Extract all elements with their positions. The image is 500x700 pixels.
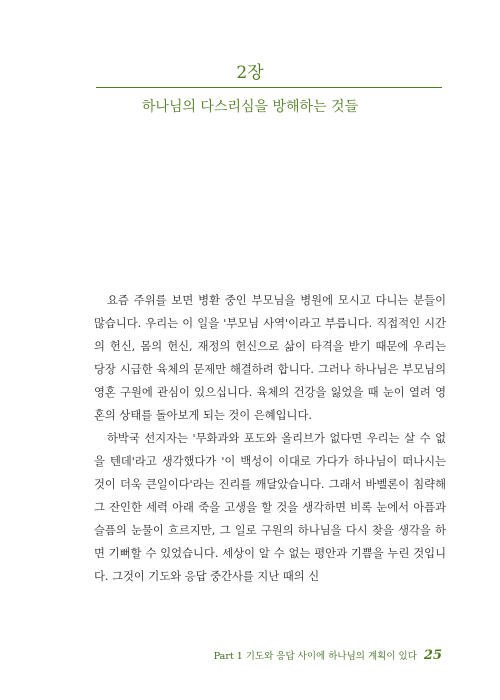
running-head: Part 1 기도와 응답 사이에 하나님의 계획이 있다 <box>213 651 417 662</box>
body-text <box>94 289 446 588</box>
paragraph: 요즘 주위를 보면 병환 중인 부모님을 병원에 모시고 다니는 분들이 많습니다. 우리는 이 일을 '부모님 사역'이라고 부릅니다. 직접적인 시간의 헌신, 몸의 헌신, 재정의 헌신으로 삶이 타격을 받기 때문에 우리는 당장 시급한 육체의 문제만 해결하려 합니다. 그러나 하나님은 부모님의 영혼 구원에 관심이 있으십니다. 육체의 건강을 잃었을 때 눈이 열려 영혼의 상태를 돌아보게 되는 것이 은혜입니다. <box>94 294 446 422</box>
chapter-label: 2장 <box>236 63 264 83</box>
paragraph: 하박국 선지자는 '무화과와 포도와 올리브가 없다면 우리는 살 수 없을 텐데'라고 생각했다가 '이 백성이 이대로 가다가 하나님이 떠나시는 것이 더욱 큰일이다'라는 진리를 깨달았습니다. 그래서 바벨론이 침략해 그 잔인한 세력 아래 죽을 고생을 할 것을 생각하면 비록 눈에서 아픔과 슬픔의 눈물이 흐르지만, 그 일로 구원의 하나님을 다시 찾을 생각을 하면 기뻐할 수 있었습니다. 세상이 알 수 없는 평안과 기쁨을 누린 것입니다. 그것이 기도와 응답 중간사를 지난 때의 신 <box>94 432 446 583</box>
chapter-rule <box>96 87 442 88</box>
page-footer <box>0 648 442 663</box>
chapter-title: 하나님의 다스리심을 방해하는 것들 <box>141 99 359 115</box>
page-number: 25 <box>423 648 442 663</box>
